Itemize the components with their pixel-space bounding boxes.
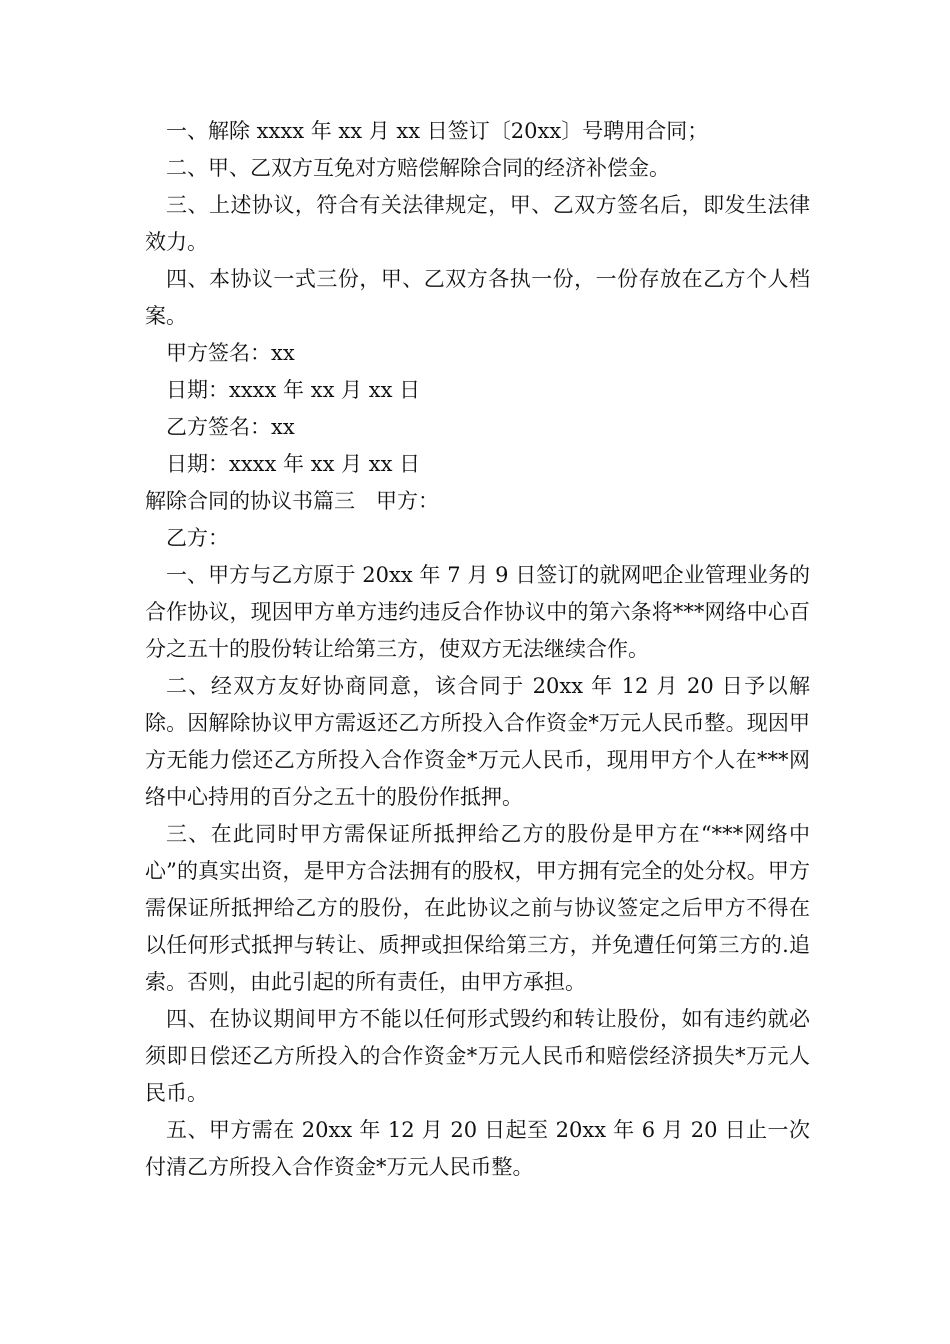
party-b-signature: 乙方签名：xx bbox=[166, 415, 295, 439]
party-a-signature: 甲方签名：xx bbox=[166, 341, 295, 365]
party-b-label: 乙方： bbox=[166, 526, 229, 550]
article-1: 一、甲方与乙方原于 20xx 年 7 月 9 日签订的就网吧企业管理业务的合作协议，现因甲方单方违约违反合作协议中的第六条将***网络中心百分之五十的股份转让给第三方，使双方无法继续合作。 bbox=[145, 563, 810, 661]
article-2: 二、经双方友好协商同意，该合同于 20xx 年 12 月 20 日予以解除。因解除协议甲方需返还乙方所投入合作资金*万元人民币整。现因甲方无能力偿还乙方所投入合作资金*万元人民币，现用甲方个人在***网络中心持用的百分之五十的股份作抵押。 bbox=[145, 674, 810, 809]
party-a-date: 日期：xxxx 年 xx 月 xx 日 bbox=[166, 378, 421, 402]
clause-1: 一、解除 xxxx 年 xx 月 xx 日签订〔20xx〕号聘用合同； bbox=[166, 119, 709, 143]
clause-2: 二、甲、乙双方互免对方赔偿解除合同的经济补偿金。 bbox=[166, 156, 670, 180]
article-4: 四、在协议期间甲方不能以任何形式毁约和转让股份，如有违约就必须即日偿还乙方所投入的合作资金*万元人民币和赔偿经济损失*万元人民币。 bbox=[145, 1007, 810, 1105]
article-5: 五、甲方需在 20xx 年 12 月 20 日起至 20xx 年 6 月 20 日止一次付清乙方所投入合作资金*万元人民币整。 bbox=[145, 1118, 810, 1179]
section-heading: 解除合同的协议书篇三 甲方： bbox=[145, 489, 439, 513]
clause-3: 三、上述协议，符合有关法律规定，甲、乙双方签名后，即发生法律效力。 bbox=[145, 193, 810, 254]
clause-4: 四、本协议一式三份，甲、乙双方各执一份，一份存放在乙方个人档案。 bbox=[145, 267, 810, 328]
article-3: 三、在此同时甲方需保证所抵押给乙方的股份是甲方在“***网络中心”的真实出资，是甲方合法拥有的股权，甲方拥有完全的处分权。甲方需保证所抵押给乙方的股份，在此协议之前与协议签定之后甲方不得在以任何形式抵押与转让、质押或担保给第三方，并免遭任何第三方的.追索。否则，由此引起的所有责任，由甲方承担。 bbox=[145, 822, 810, 994]
document-body bbox=[145, 113, 810, 1186]
party-b-date: 日期：xxxx 年 xx 月 xx 日 bbox=[166, 452, 421, 476]
